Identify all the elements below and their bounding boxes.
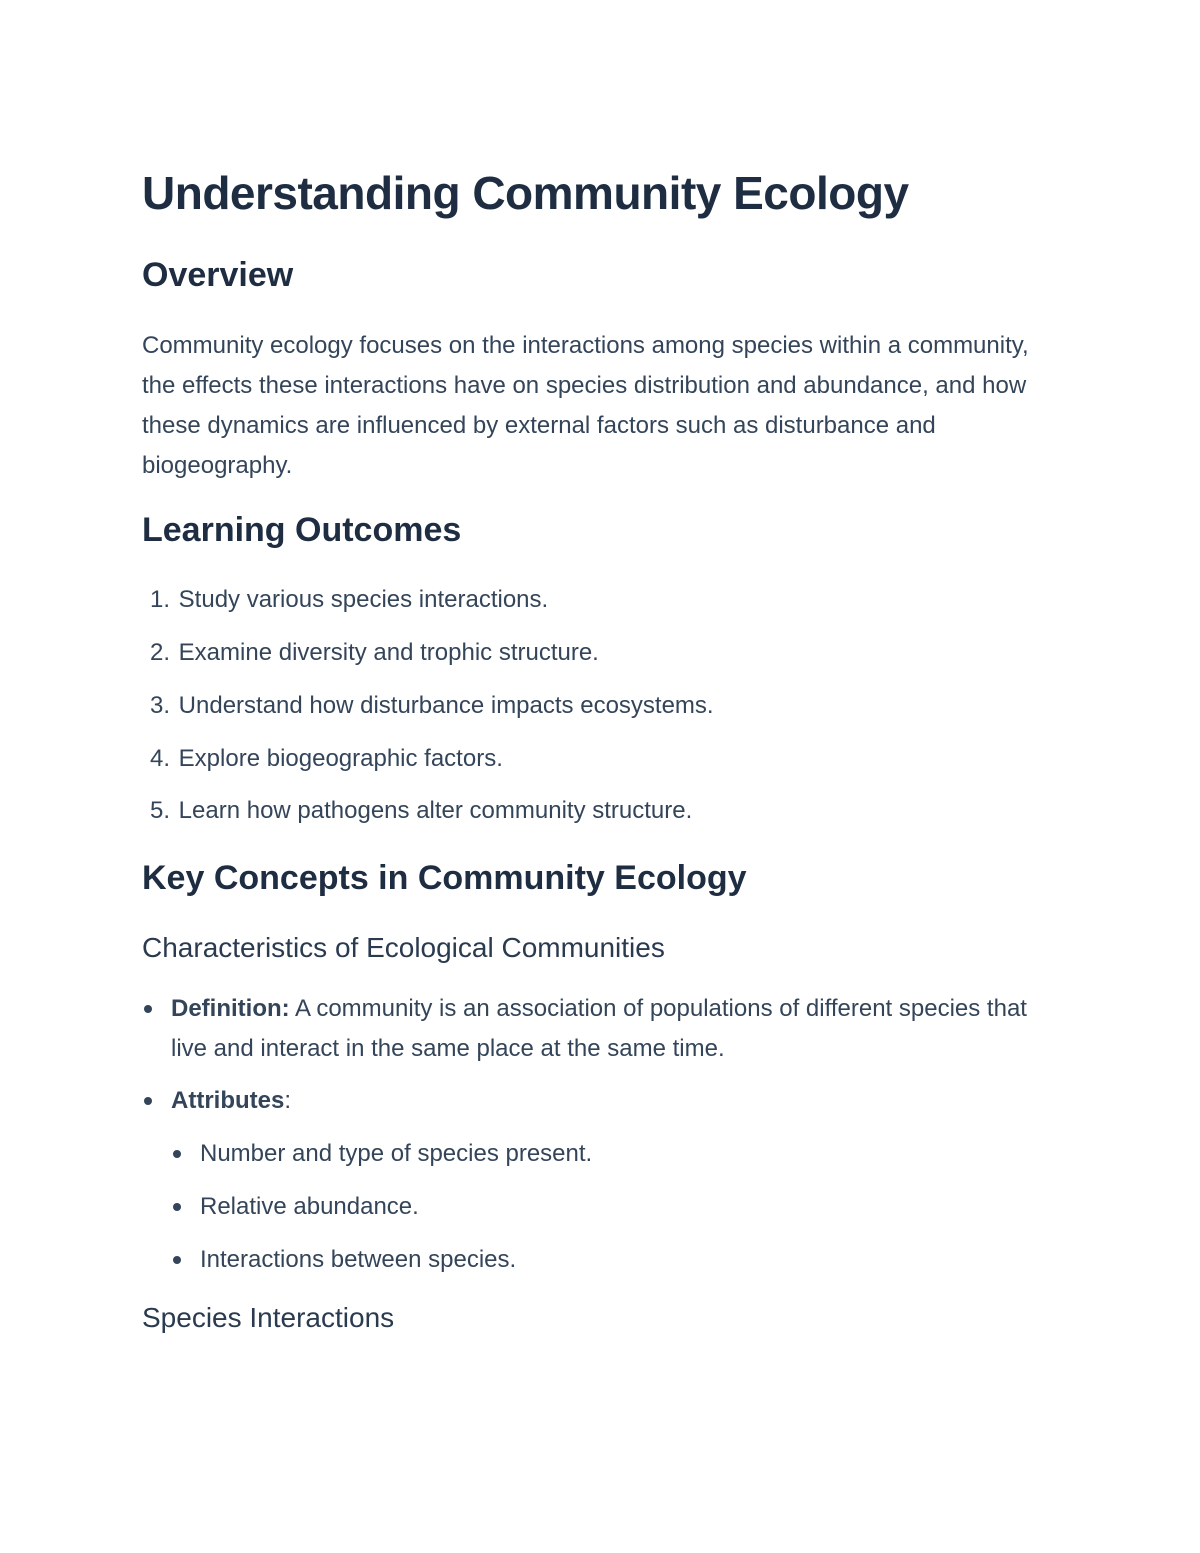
outcome-item bbox=[142, 795, 692, 827]
outcome-item bbox=[142, 637, 599, 669]
bullet-dot bbox=[173, 1203, 181, 1211]
attributes-list-item bbox=[171, 1081, 291, 1121]
definition-label: Definition: bbox=[171, 995, 290, 1022]
species-interactions-heading: Species Interactions bbox=[142, 1302, 395, 1333]
outcome-number: 3. bbox=[149, 692, 170, 719]
outcome-text: Learn how pathogens alter community structure. bbox=[178, 797, 693, 824]
overview-heading: Overview bbox=[142, 256, 294, 294]
bullet-dot bbox=[173, 1256, 181, 1264]
attribute-item: Number and type of species present. bbox=[200, 1140, 593, 1167]
attributes-colon: : bbox=[284, 1087, 292, 1114]
outcome-number: 2. bbox=[149, 639, 170, 666]
outcome-number: 4. bbox=[149, 745, 170, 772]
outcome-number: 1. bbox=[149, 586, 170, 613]
outcome-number: 5. bbox=[149, 797, 170, 824]
outcome-item bbox=[142, 743, 503, 775]
learning-outcomes-heading: Learning Outcomes bbox=[142, 511, 462, 549]
attribute-item: Interactions between species. bbox=[200, 1246, 517, 1273]
document-title: Understanding Community Ecology bbox=[142, 167, 909, 219]
attributes-label: Attributes bbox=[171, 1087, 285, 1114]
outcome-text: Examine diversity and trophic structure. bbox=[178, 639, 599, 666]
outcome-text: Understand how disturbance impacts ecosystems. bbox=[178, 692, 714, 719]
bullet-dot bbox=[173, 1150, 181, 1158]
bullet-dot bbox=[144, 1005, 152, 1013]
outcome-text: Study various species interactions. bbox=[178, 586, 549, 613]
outcome-text: Explore biogeographic factors. bbox=[178, 745, 503, 772]
outcome-item bbox=[142, 690, 714, 722]
overview-paragraph: Community ecology focuses on the interactions among species within a community, the effects these interactions have on species distribution and abundance, and how these dynamics are influenced by external factors such as disturbance and biogeography. bbox=[142, 332, 1029, 479]
bullet-dot bbox=[144, 1097, 152, 1105]
outcome-item bbox=[142, 584, 548, 616]
attribute-item: Relative abundance. bbox=[200, 1193, 419, 1220]
definition-text: A community is an association of populations of different species that live and interact in the same place at the same time. bbox=[171, 995, 1027, 1062]
definition-list-item bbox=[171, 989, 1031, 1069]
key-concepts-heading: Key Concepts in Community Ecology bbox=[142, 859, 747, 897]
characteristics-heading: Characteristics of Ecological Communities bbox=[142, 932, 665, 963]
